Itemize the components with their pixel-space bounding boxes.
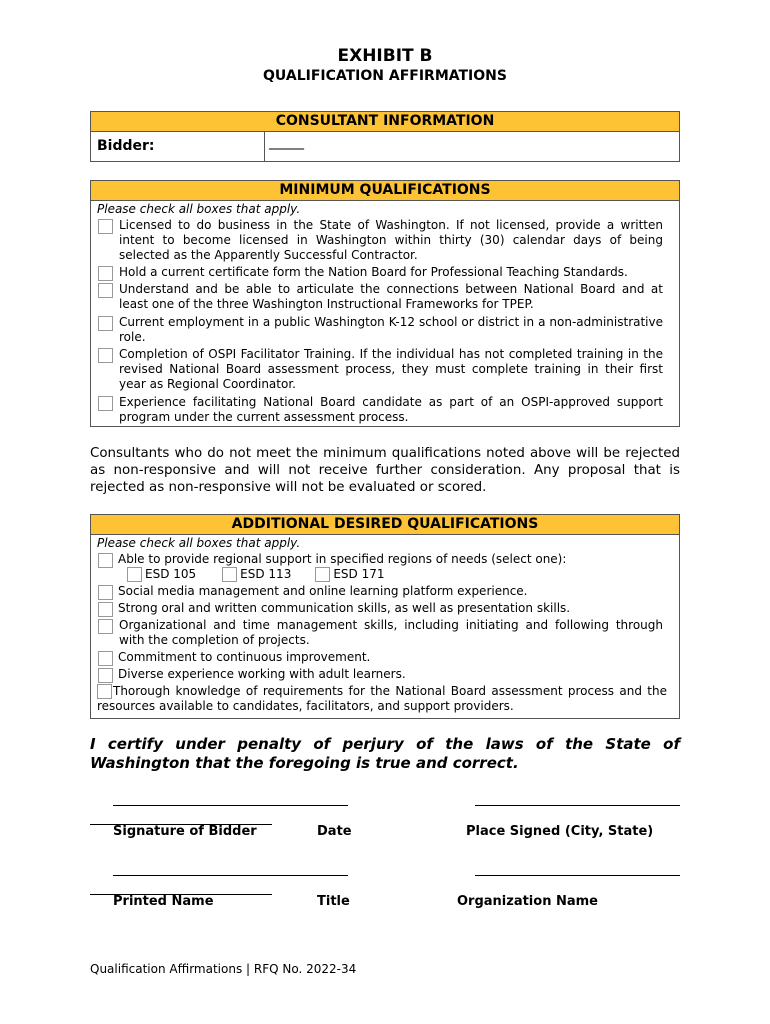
add-item-adult-learners: Diverse experience working with adult learners. [91,667,679,682]
page-footer: Qualification Affirmations | RFQ No. 2022-34 [90,962,357,976]
certification-statement: I certify under penalty of perjury of the laws of the State of Washington that the foregoing is true and correct. [90,735,680,772]
additional-qualifications-heading: ADDITIONAL DESIRED QUALIFICATIONS [91,515,679,535]
min-item-employment: Current employment in a public Washington K-12 school or district in a non-administrative role. [91,315,679,345]
exhibit-title: EXHIBIT B [337,46,433,66]
checkbox[interactable] [127,567,142,582]
consultant-info-heading: CONSULTANT INFORMATION [91,112,679,132]
bidder-field[interactable]: _____ [269,134,304,150]
printed-name-line[interactable] [113,875,348,876]
min-item-licensed: Licensed to do business in the State of Washington. If not licensed, provide a written intent to become licensed in Washington within thirty (30) calendar days of being selected as the Apparently Successful Contractor. [91,218,679,263]
checkbox[interactable] [98,219,113,234]
checkbox[interactable] [98,266,113,281]
esd-options [91,567,679,582]
checkbox[interactable] [98,585,113,600]
add-item-improvement: Commitment to continuous improvement. [91,650,679,665]
checkbox[interactable] [98,553,113,568]
consultant-info-table [90,111,680,162]
checkbox[interactable] [98,602,113,617]
organization-label: Organization Name [457,894,598,909]
exhibit-subtitle: QUALIFICATION AFFIRMATIONS [263,68,507,84]
checkbox[interactable] [98,348,113,363]
min-item-training: Completion of OSPI Facilitator Training. If the individual has not completed training in the revised National Board assessment process, they must complete training in their first year as Regional Coordinator. [91,347,679,392]
min-item-certificate: Hold a current certificate form the Nation Board for Professional Teaching Standards. [91,265,679,280]
additional-instruction: Please check all boxes that apply. [97,536,301,550]
checkbox[interactable] [98,651,113,666]
esd-option[interactable]: ESD 113 [222,567,291,582]
min-item-experience: Experience facilitating National Board candidate as part of an OSPI-approved support program under the current assessment process. [91,395,679,425]
add-item-regional: Able to provide regional support in specified regions of needs (select one): [91,552,679,567]
add-item-communication: Strong oral and written communication skills, as well as presentation skills. [91,601,679,616]
bidder-label: Bidder: [91,132,265,161]
esd-option[interactable]: ESD 105 [127,567,196,582]
checkbox[interactable] [97,684,112,699]
checkbox[interactable] [98,619,113,634]
checkbox[interactable] [98,316,113,331]
place-signed-line[interactable] [475,805,680,806]
checkbox[interactable] [222,567,237,582]
additional-qualifications-table [90,514,680,719]
checkbox[interactable] [98,396,113,411]
minimum-qualifications-heading: MINIMUM QUALIFICATIONS [91,181,679,201]
place-signed-label: Place Signed (City, State) [466,824,654,839]
signature-label: Signature of Bidder [113,824,257,839]
non-responsive-notice: Consultants who do not meet the minimum qualifications noted above will be rejected as non-responsive and will not receive further consideration. Any proposal that is rejected as non-responsive will not be evaluated or scored. [90,446,680,495]
signature-line[interactable] [113,805,348,806]
add-item-knowledge: Thorough knowledge of requirements for the National Board assessment process and the resources available to candidates, facilitators, and support providers. [97,684,667,713]
date-label: Date [317,824,352,839]
title-label: Title [317,894,350,909]
checkbox[interactable] [98,668,113,683]
organization-line[interactable] [475,875,680,876]
checkbox[interactable] [98,283,113,298]
minimum-instruction: Please check all boxes that apply. [97,202,301,216]
minimum-qualifications-table [90,180,680,427]
add-item-organizational: Organizational and time management skills, including initiating and following through with the completion of projects. [91,618,679,648]
printed-name-label: Printed Name [113,894,214,909]
min-item-frameworks: Understand and be able to articulate the connections between National Board and at least one of the three Washington Instructional Frameworks for TPEP. [91,282,679,312]
add-item-social-media: Social media management and online learning platform experience. [91,584,679,599]
esd-option[interactable]: ESD 171 [315,567,384,582]
checkbox[interactable] [315,567,330,582]
